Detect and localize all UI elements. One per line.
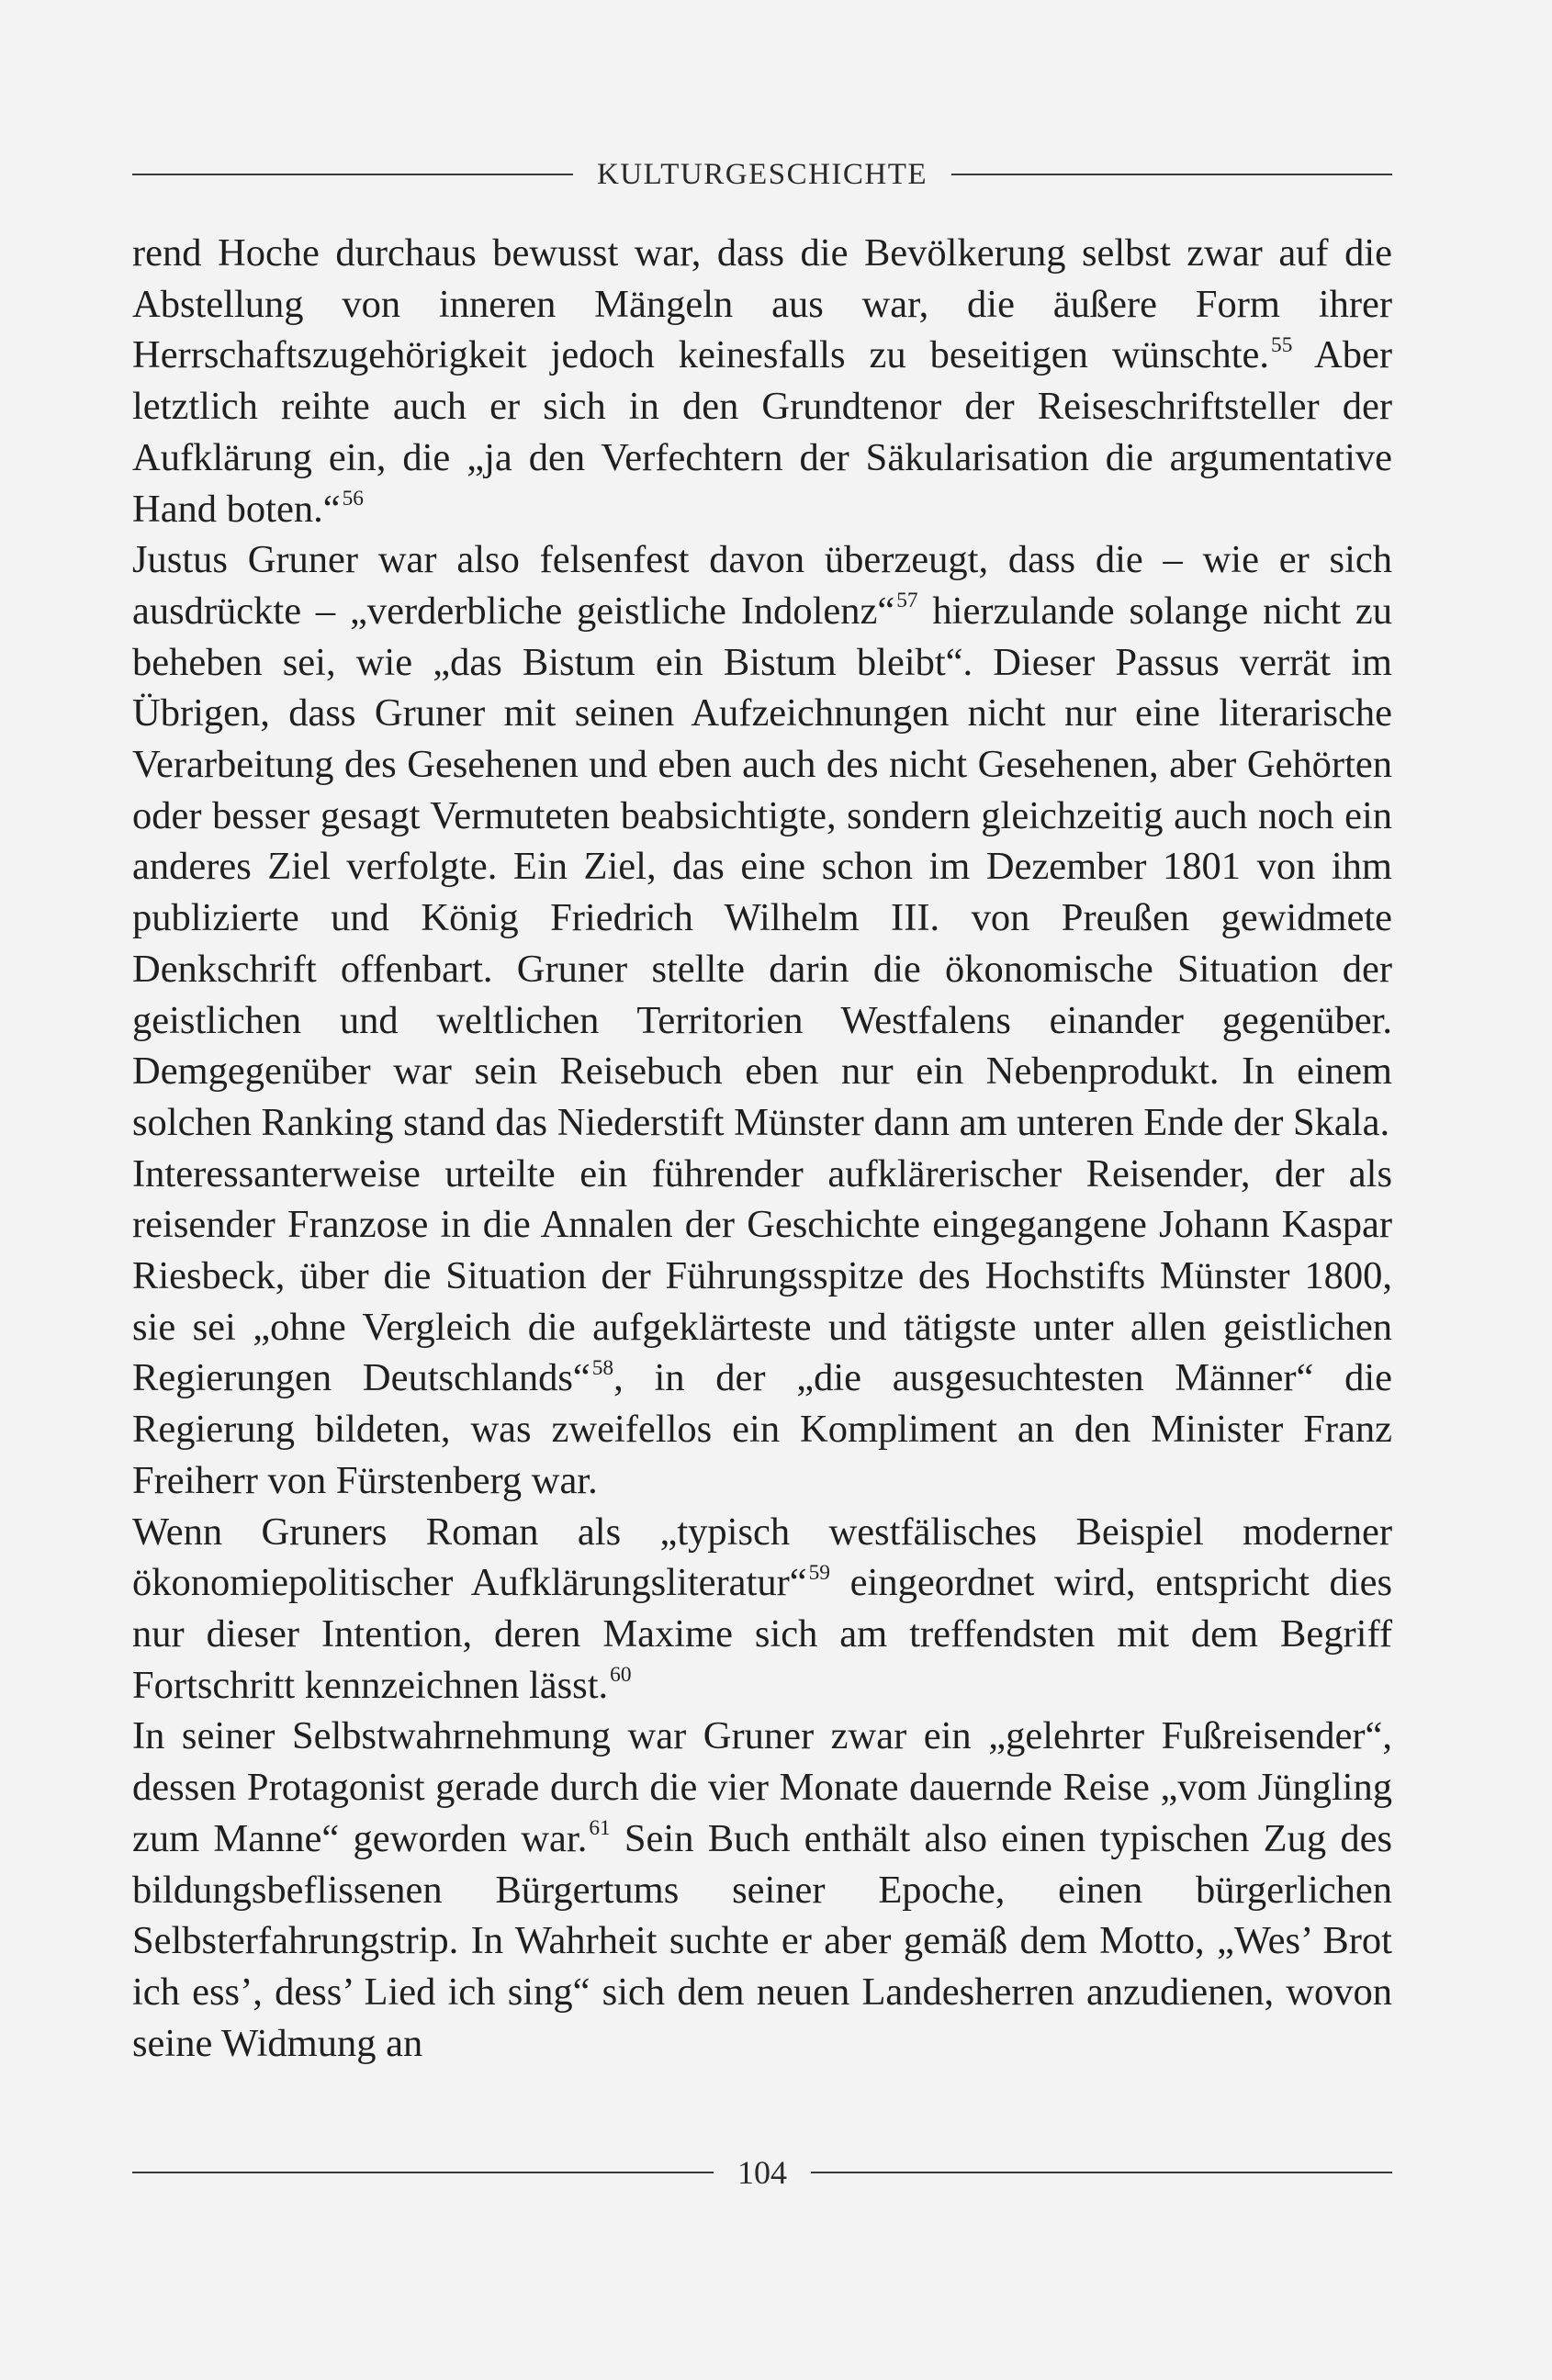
- footer-rule-right: [811, 2172, 1392, 2173]
- footnote-marker: 60: [610, 1663, 632, 1688]
- paragraph-text: Sein Buch enthält also einen typischen Zug des bildungsbeflissenen Bürgertums seiner Epoche, einen bürgerlichen Selbsterfahrungstrip. In Wahrheit suchte er aber gemäß dem Motto, „Wes’ Brot ich ess’, dess’ Lied ich sing“ sich dem neuen Landesherren anzudienen, wovon seine Widmung an: [132, 1816, 1392, 2065]
- paragraph-text: In seiner Selbstwahrnehmung war Gruner zwar ein „gelehrter Fußreisender“, dessen Protagonist gerade durch die vier Monate dauernde Reise „vom Jüngling zum Manne“ geworden war.: [132, 1714, 1392, 1860]
- footnote-marker: 57: [896, 589, 918, 613]
- footnote-marker: 56: [342, 486, 364, 511]
- running-head: [132, 152, 1392, 197]
- paragraph: [132, 1507, 1392, 1712]
- paragraph-text: Interessanterweise urteilte ein führender aufklärerischer Reisender, der als reisender Franzose in die Annalen der Geschichte eingegangene Johann Kaspar Riesbeck, über die Situation der Führungsspitze des Hochstifts Münster 1800, sie sei „ohne Vergleich die aufgeklärteste und tätigste unter allen geistlichen Regierungen Deutschlands“: [132, 1151, 1392, 1400]
- running-head-title: KULTURGESCHICHTE: [596, 157, 928, 191]
- paragraph-text: , in der „die ausgesuchtesten Männer“ die Regierung bildeten, was zweifellos ein Kompliment an den Minister Franz Freiherr von Fürstenberg war.: [132, 1356, 1392, 1502]
- header-rule-left: [132, 174, 573, 175]
- paragraph-text: Justus Gruner war also felsenfest davon überzeugt, dass die – wie er sich ausdrückte – „verderbliche geistliche Indolenz“: [132, 538, 1392, 633]
- footnote-marker: 55: [1271, 332, 1293, 357]
- paragraph-text: Wenn Gruners Roman als „typisch westfälisches Beispiel moderner ökonomiepolitischer Aufklärungsliteratur“: [132, 1510, 1392, 1605]
- paragraph-text: hierzulande solange nicht zu beheben sei, wie „das Bistum ein Bistum bleibt“. Dieser Passus verrät im Übrigen, dass Gruner mit seinen Aufzeichnungen nicht nur eine literarische Verarbeitung des Gesehenen und eben auch des nicht Gesehenen, aber Gehörten oder besser gesagt Vermuteten beabsichtigte, sondern gleichzeitig auch noch ein anderes Ziel verfolgte. Ein Ziel, das eine schon im Dezember 1801 von ihm publizierte und König Friedrich Wilhelm III. von Preußen gewidmete Denkschrift offenbart. Gruner stellte darin die ökonomische Situation der geistlichen und weltlichen Territorien Westfalens einander gegenüber. Demgegenüber war sein Reisebuch eben nur ein Nebenprodukt. In einem solchen Ranking stand das Niederstift Münster dann am unteren Ende der Skala.: [132, 589, 1392, 1144]
- footnote-marker: 59: [808, 1560, 830, 1585]
- page-footer: [132, 2149, 1392, 2196]
- paragraph: [132, 1711, 1392, 2069]
- footnote-marker: 61: [589, 1816, 611, 1841]
- paragraph: [132, 1149, 1392, 1507]
- footnote-marker: 58: [591, 1355, 614, 1380]
- paragraph: [132, 228, 1392, 534]
- page-number: 104: [737, 2154, 787, 2191]
- footer-rule-left: [132, 2172, 714, 2173]
- paragraph: [132, 534, 1392, 1148]
- paragraph-text: eingeordnet wird, entspricht dies nur dieser Intention, deren Maxime sich am treffendsten mit dem Begriff Fortschritt kennzeichnen lässt.: [132, 1561, 1392, 1707]
- header-rule-right: [951, 174, 1392, 175]
- paragraph-text: rend Hoche durchaus bewusst war, dass die Bevölkerung selbst zwar auf die Abstellung von inneren Mängeln aus war, die äußere Form ihrer Herrschaftszugehörigkeit jedoch keinesfalls zu beseitigen wünschte.: [132, 231, 1392, 377]
- body-text: [132, 228, 1392, 2069]
- paragraph-text: Aber letztlich reihte auch er sich in den Grundtenor der Reiseschriftsteller der Aufklärung ein, die „ja den Verfechtern der Säkularisation die argumentative Hand boten.“: [132, 333, 1392, 531]
